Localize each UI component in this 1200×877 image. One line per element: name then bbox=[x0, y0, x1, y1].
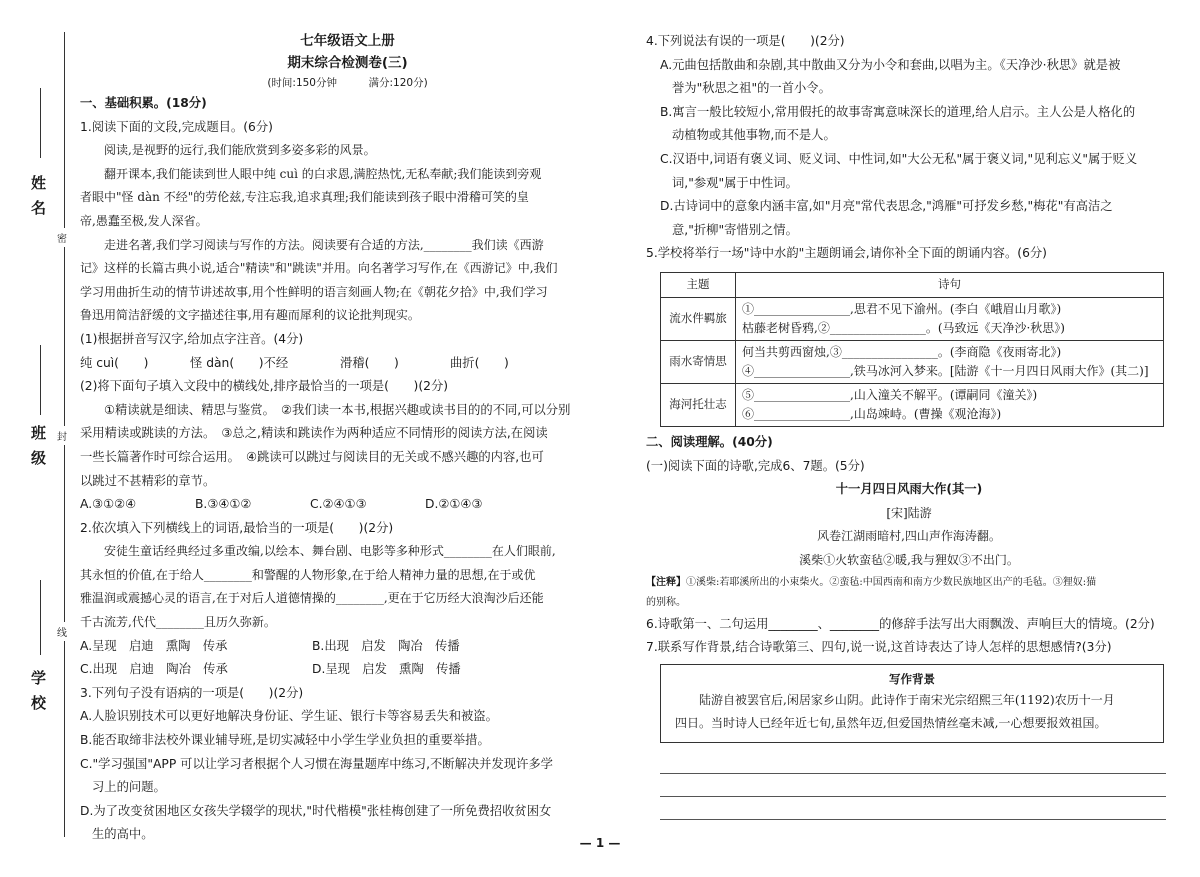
question-3: 3.下列句子没有语病的一项是( )(2分) bbox=[80, 685, 304, 700]
background-line: 四日。当时诗人已经年近七旬,虽然年迈,但爱国热情丝毫未减,一心想要报效祖国。 bbox=[675, 716, 1107, 731]
poem-notes bbox=[646, 573, 1172, 593]
right-column bbox=[646, 30, 1172, 820]
option-a[interactable]: A.③①②④ bbox=[80, 497, 137, 512]
recitation-table bbox=[660, 272, 1164, 427]
option-d[interactable]: D.②①④③ bbox=[425, 497, 483, 512]
lines-cell[interactable] bbox=[736, 340, 1164, 383]
left-column bbox=[80, 30, 615, 847]
passage-line: 者眼中"怪 dàn 不经"的劳伦兹,专注忘我,追求真理;我们能读到孩子眼中滑稽可笑的皇 bbox=[80, 190, 529, 205]
name-label: 姓名 bbox=[29, 175, 47, 225]
lines-cell[interactable] bbox=[736, 297, 1164, 340]
binding-margin bbox=[0, 0, 78, 877]
question-1-1: (1)根据拼音写汉字,给加点字注音。(4分) bbox=[80, 331, 304, 346]
subsection-1: (一)阅读下面的诗歌,完成6、7题。(5分) bbox=[646, 458, 865, 473]
reading-passage bbox=[80, 139, 615, 328]
answer-line[interactable] bbox=[660, 751, 1166, 774]
option-d[interactable]: D.为了改变贫困地区女孩失学辍学的现状,"时代楷模"张桂梅创建了一所免费招收贫困女 bbox=[80, 803, 552, 818]
option-a[interactable]: A.元曲包括散曲和杂剧,其中散曲又分为小令和套曲,以唱为主。《天净沙·秋思》就是被 bbox=[660, 57, 1121, 72]
option-b[interactable]: B.出现 启发 陶冶 传播 bbox=[312, 638, 460, 653]
page-number: — 1 — bbox=[579, 836, 621, 850]
option-d-cont: 意,"折柳"寄惜别之情。 bbox=[672, 222, 798, 237]
poem-line: ⑤________________,山入潼关不解平。(谭嗣同《潼关》) bbox=[742, 387, 1038, 402]
exam-title: 七年级语文上册 bbox=[300, 33, 395, 49]
option-c-cont: 习上的问题。 bbox=[92, 780, 166, 795]
question-7: 7.联系写作背景,结合诗歌第三、四句,说一说,这首诗表达了诗人怎样的思想感情?(3分) bbox=[646, 640, 1112, 655]
table-row bbox=[661, 383, 1164, 426]
school-label: 学校 bbox=[29, 670, 47, 720]
q2-passage bbox=[80, 540, 615, 634]
option-c[interactable]: C."学习强国"APP 可以让学习者根据个人习惯在海量题库中练习,不断解决并发现许多学 bbox=[80, 756, 553, 771]
q1-2-options bbox=[80, 493, 615, 517]
option-d[interactable]: D.呈现 启发 熏陶 传播 bbox=[312, 662, 461, 677]
pinyin-item[interactable]: 曲折( ) bbox=[450, 355, 509, 370]
passage-line: 千古流芳,代代________且历久弥新。 bbox=[80, 615, 276, 630]
passage-line: 学习用曲折生动的情节讲述故事,用个性鲜明的语言刻画人物;在《朝花夕拾》中,我们学习 bbox=[80, 284, 548, 299]
writing-background-box bbox=[660, 664, 1164, 743]
question-2: 2.依次填入下列横线上的词语,最恰当的一项是( )(2分) bbox=[80, 520, 394, 535]
theme-cell: 流水件羁旅 bbox=[661, 297, 736, 340]
seal-char-mi: 密 bbox=[57, 228, 67, 247]
note-text: ①溪柴:若耶溪所出的小束柴火。②蛮毡:中国西南和南方少数民族地区出产的毛毡。③狸奴:猫 bbox=[686, 576, 1097, 588]
pinyin-items bbox=[80, 352, 615, 376]
table-header-theme: 主题 bbox=[661, 272, 736, 297]
sentence-line: 采用精读或跳读的方法。 ③总之,精读和跳读作为两种适应不同情形的阅读方法,在阅读 bbox=[80, 426, 548, 441]
option-a-cont: 誉为"秋思之祖"的一首小令。 bbox=[672, 81, 831, 96]
exam-meta: (时间:150分钟 满分:120分) bbox=[267, 77, 428, 89]
section-2-heading: 二、阅读理解。(40分) bbox=[646, 434, 773, 449]
lines-cell[interactable] bbox=[736, 383, 1164, 426]
pinyin-item[interactable]: 滑稽( ) bbox=[340, 355, 399, 370]
seal-char-xian: 线 bbox=[57, 622, 67, 641]
passage-line: 雅温润或震撼心灵的语言,在于对后人道德情操的________,更在于它历经大浪淘沙后还能 bbox=[80, 591, 544, 606]
table-header-lines: 诗句 bbox=[736, 272, 1164, 297]
option-a[interactable]: A.人脸识别技术可以更好地解决身份证、学生证、银行卡等容易丢失和被盗。 bbox=[80, 709, 498, 724]
poem-line: 枯藤老树昏鸦,②________________。(马致远《天净沙·秋思》) bbox=[742, 320, 1065, 335]
option-b[interactable]: B.③④①② bbox=[195, 497, 252, 512]
question-4: 4.下列说法有误的一项是( )(2分) bbox=[646, 34, 845, 48]
question-1-2: (2)将下面句子填入文段中的横线处,排序最恰当的一项是( )(2分) bbox=[80, 379, 449, 394]
option-b-cont: 动植物或其他事物,而不是人。 bbox=[672, 128, 836, 143]
theme-cell: 雨水寄情思 bbox=[661, 340, 736, 383]
seal-char-feng: 封 bbox=[57, 426, 67, 445]
option-d-cont: 生的高中。 bbox=[92, 827, 154, 842]
poem-line: ④________________,铁马冰河入梦来。[陆游《十一月四日风雨大作》(其二)] bbox=[742, 363, 1149, 378]
option-b[interactable]: B.寓言一般比较短小,常用假托的故事寄寓意味深长的道理,给人启示。主人公是人格化的 bbox=[660, 104, 1136, 119]
theme-cell: 海河托壮志 bbox=[661, 383, 736, 426]
option-c[interactable]: C.汉语中,词语有褒义词、贬义词、中性词,如"大公无私"属于褒义词,"见利忘义"属于贬义 bbox=[660, 151, 1138, 166]
exam-subtitle: 期末综合检测卷(三) bbox=[287, 55, 408, 71]
passage-line: 翻开课本,我们能读到世人眼中纯 cuì 的白求恩,满腔热忱,无私奉献;我们能读到旁观 bbox=[104, 166, 542, 181]
poem-line: ①________________,思君不见下渝州。(李白《峨眉山月歌》) bbox=[742, 301, 1062, 316]
passage-line: 记》这样的长篇古典小说,适合"精读"和"跳读"并用。向名著学习写作,在《西游记》中,我们 bbox=[80, 261, 558, 276]
table-row bbox=[661, 340, 1164, 383]
option-c-cont: 词,"参观"属于中性词。 bbox=[672, 175, 798, 190]
poem-line: 风卷江湖雨暗村,四山声作海涛翻。 bbox=[817, 529, 1001, 544]
class-label: 班级 bbox=[29, 425, 47, 475]
option-c[interactable]: C.出现 启迪 陶冶 传承 bbox=[80, 662, 228, 677]
note-text-cont: 的别称。 bbox=[646, 596, 686, 608]
option-a[interactable]: A.呈现 启迪 熏陶 传承 bbox=[80, 638, 228, 653]
poem-title: 十一月四日风雨大作(其一) bbox=[835, 482, 983, 497]
question-5: 5.学校将举行一场"诗中水韵"主题朗诵会,请你补全下面的朗诵内容。(6分) bbox=[646, 246, 1047, 261]
background-title: 写作背景 bbox=[889, 671, 935, 686]
question-1: 1.阅读下面的文段,完成题目。(6分) bbox=[80, 119, 273, 134]
q2-options-row-1 bbox=[80, 635, 615, 659]
passage-line: 其永恒的价值,在于给人________和警醒的人物形象,在于给人精神力量的思想,在于或优 bbox=[80, 567, 536, 582]
poem-line: ⑥________________,山岛竦峙。(曹操《观沧海》) bbox=[742, 406, 1002, 421]
answer-line[interactable] bbox=[660, 797, 1166, 820]
name-write-line[interactable] bbox=[40, 88, 41, 158]
option-b[interactable]: B.能否取缔非法校外课业辅导班,是切实减轻中小学生学业负担的重要举措。 bbox=[80, 733, 490, 748]
sentence-line: 以跳过不甚精彩的章节。 bbox=[80, 473, 216, 488]
q2-options-row-2 bbox=[80, 658, 615, 682]
poem-line: 溪柴①火软蛮毡②暖,我与狸奴③不出门。 bbox=[799, 552, 1019, 567]
passage-line: 鲁迅用简洁舒缓的文字描述往事,用有趣而犀利的议论批判现实。 bbox=[80, 308, 420, 323]
passage-line: 走进名著,我们学习阅读与写作的方法。阅读要有合适的方法,________我们读《西游 bbox=[104, 237, 544, 252]
option-c[interactable]: C.②④①③ bbox=[310, 497, 367, 512]
school-write-line[interactable] bbox=[40, 580, 41, 655]
answer-line[interactable] bbox=[660, 774, 1166, 797]
question-6[interactable]: 6.诗歌第一、二句运用________、________的修辞手法写出大雨飘泼、声响巨大的情境。(2分) bbox=[646, 616, 1155, 631]
passage-line: 阅读,是视野的远行,我们能欣赏到多姿多彩的风景。 bbox=[104, 143, 376, 158]
poem-line: 何当共剪西窗烛,③________________。(李商隐《夜雨寄北》) bbox=[742, 344, 1062, 359]
background-line: 陆游自被罢官后,闲居家乡山阴。此诗作于南宋光宗绍熙三年(1192)农历十一月 bbox=[699, 692, 1115, 707]
class-write-line[interactable] bbox=[40, 345, 41, 415]
sentence-line: ①精读就是细读、精思与鉴赏。 ②我们读一本书,根据兴趣或读书目的的不同,可以分别 bbox=[104, 402, 571, 417]
section-1-heading: 一、基础积累。(18分) bbox=[80, 96, 207, 110]
passage-line: 安徒生童话经典经过多重改编,以绘本、舞台剧、电影等多种形式________在人们眼前, bbox=[104, 544, 556, 559]
option-d[interactable]: D.古诗词中的意象内涵丰富,如"月亮"常代表思念,"鸿雁"可抒发乡愁,"梅花"有高洁之 bbox=[660, 199, 1113, 214]
sentence-line: 一些长篇著作时可综合运用。 ④跳读可以跳过与阅读目的无关或不感兴趣的内容,也可 bbox=[80, 449, 544, 464]
table-row bbox=[661, 297, 1164, 340]
passage-line: 帝,愚蠢至极,发人深省。 bbox=[80, 213, 208, 228]
note-label: 【注释】 bbox=[646, 576, 686, 588]
poem-author: [宋]陆游 bbox=[886, 505, 932, 520]
pinyin-item[interactable]: 纯 cuì( ) bbox=[80, 355, 149, 370]
pinyin-item[interactable]: 怪 dàn( )不经 bbox=[190, 355, 289, 370]
